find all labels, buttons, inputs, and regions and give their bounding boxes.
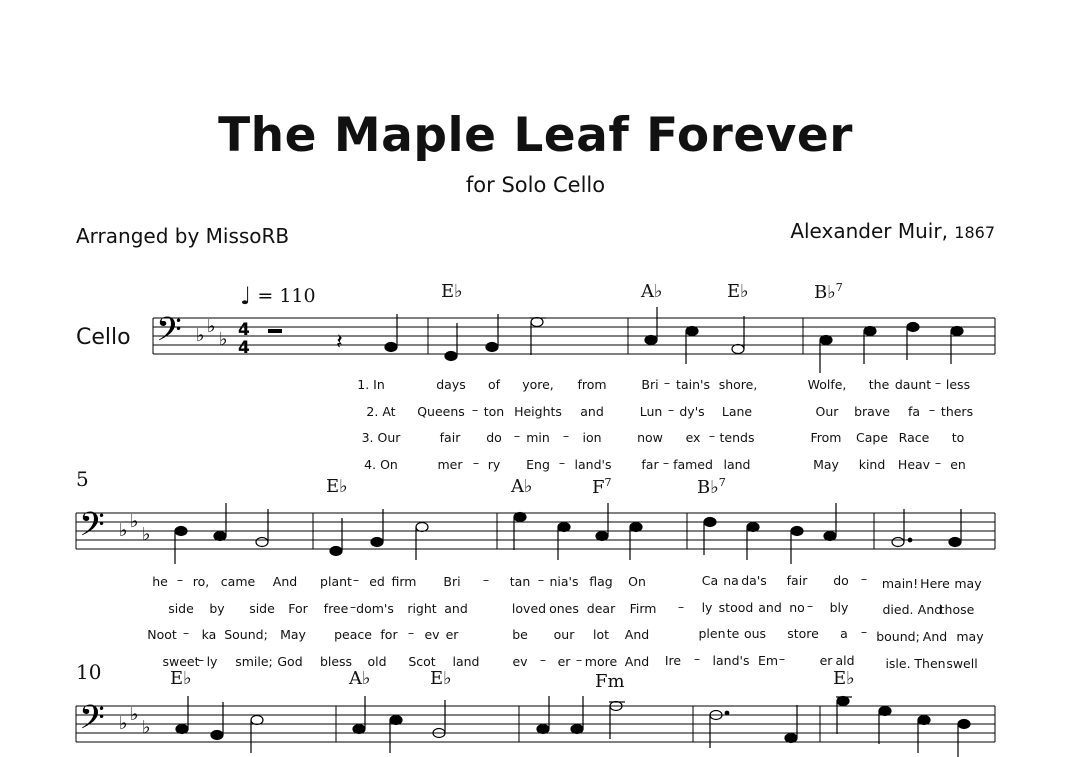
lyric-syllable: a bbox=[840, 626, 848, 641]
time-signature-top: 4 bbox=[238, 320, 250, 340]
lyric-syllable: na bbox=[723, 573, 739, 588]
lyric-syllable: Eng bbox=[526, 457, 550, 472]
lyric-syllable: smile; bbox=[235, 654, 273, 669]
lyric-syllable: plen bbox=[698, 626, 726, 641]
chord-root: F bbox=[592, 477, 605, 498]
lyric-syllable: free bbox=[323, 601, 349, 616]
lyric-hyphen: – bbox=[539, 652, 547, 667]
lyric-syllable: ro, bbox=[192, 574, 210, 589]
lyric-syllable: land bbox=[452, 654, 480, 669]
lyric-hyphen: – bbox=[182, 625, 190, 640]
lyric-syllable: by bbox=[209, 601, 225, 616]
chord-symbol: E♭ bbox=[170, 668, 192, 689]
lyric-syllable: dom's bbox=[356, 601, 394, 616]
lyric-syllable: ald bbox=[835, 653, 855, 668]
lyric-hyphen: – bbox=[176, 572, 184, 587]
lyric-syllable: the bbox=[868, 377, 890, 392]
lyric-syllable: brave bbox=[854, 404, 890, 419]
lyric-syllable: 4. On bbox=[364, 457, 398, 472]
lyric-syllable: bly bbox=[829, 600, 849, 615]
lyric-syllable: ka bbox=[201, 627, 217, 642]
lyric-syllable: Then bbox=[914, 656, 946, 671]
flat-icon: ♭ bbox=[207, 316, 216, 337]
lyric-hyphen: – bbox=[562, 428, 570, 443]
time-signature-bottom: 4 bbox=[238, 338, 250, 358]
lyric-syllable: 1. In bbox=[357, 377, 385, 392]
lyric-syllable: do bbox=[833, 573, 849, 588]
lyric-hyphen: – bbox=[662, 455, 670, 470]
instrument-label: Cello bbox=[76, 325, 131, 350]
piece-title: The Maple Leaf Forever bbox=[218, 108, 853, 163]
chord-symbol: A♭ bbox=[511, 476, 533, 497]
lyric-hyphen: – bbox=[693, 651, 701, 666]
lyric-syllable: more bbox=[584, 654, 618, 669]
lyric-syllable: those bbox=[939, 602, 975, 617]
lyric-hyphen: – bbox=[663, 375, 671, 390]
lyric-hyphen: – bbox=[352, 572, 360, 587]
lyric-syllable: may bbox=[956, 629, 984, 644]
lyric-syllable: Ca bbox=[701, 573, 719, 588]
lyric-syllable: less bbox=[945, 377, 971, 392]
lyric-hyphen: – bbox=[558, 455, 566, 470]
lyric-syllable: bless bbox=[319, 654, 353, 669]
lyric-hyphen: – bbox=[860, 624, 868, 639]
lyric-syllable: to bbox=[951, 430, 965, 445]
lyric-syllable: yore, bbox=[522, 377, 554, 392]
lyric-hyphen: – bbox=[407, 625, 415, 640]
chord-extension: 7 bbox=[604, 476, 612, 489]
lyric-syllable: tain's bbox=[676, 377, 710, 392]
lyric-syllable: firm bbox=[391, 574, 417, 589]
lyric-syllable: no bbox=[789, 600, 805, 615]
flat-icon: ♭ bbox=[119, 520, 128, 541]
bass-clef-icon: 𝄢 bbox=[79, 506, 105, 552]
lyric-syllable: On bbox=[628, 574, 646, 589]
lyric-syllable: store bbox=[787, 626, 819, 641]
lyric-hyphen: – bbox=[471, 402, 479, 417]
chord-symbol: Fm bbox=[595, 671, 625, 692]
lyric-hyphen: – bbox=[677, 599, 685, 614]
lyric-hyphen: – bbox=[667, 402, 675, 417]
lyric-syllable: ev bbox=[424, 627, 440, 642]
lyric-hyphen: – bbox=[349, 599, 357, 614]
lyric-syllable: And bbox=[624, 654, 650, 669]
lyric-syllable: And bbox=[272, 574, 298, 589]
flat-icon: ♭ bbox=[196, 325, 205, 346]
lyric-syllable: ion bbox=[582, 430, 602, 445]
arranger-credit: Arranged by MissoRB bbox=[76, 224, 290, 248]
lyric-syllable: mer bbox=[437, 457, 463, 472]
lyric-hyphen: – bbox=[575, 652, 583, 667]
lyric-syllable: Cape bbox=[855, 430, 889, 445]
lyric-syllable: main! bbox=[881, 576, 919, 591]
lyric-syllable: stood bbox=[718, 600, 754, 615]
lyric-syllable: lot bbox=[592, 627, 610, 642]
lyric-hyphen: – bbox=[928, 402, 936, 417]
lyric-syllable: Bri bbox=[443, 574, 461, 589]
lyric-syllable: he bbox=[152, 574, 168, 589]
lyric-syllable: our bbox=[553, 627, 575, 642]
lyric-syllable: er bbox=[445, 627, 459, 642]
flat-icon: ♭ bbox=[142, 717, 151, 738]
flat-icon: ♭ bbox=[142, 524, 151, 545]
lyric-syllable: ry bbox=[487, 457, 501, 472]
lyric-syllable: kind bbox=[858, 457, 886, 472]
lyric-syllable: Heights bbox=[514, 404, 562, 419]
lyric-syllable: er bbox=[557, 654, 571, 669]
lyric-syllable: for bbox=[380, 627, 398, 642]
lyric-syllable: ton bbox=[483, 404, 505, 419]
lyric-syllable: And bbox=[917, 602, 943, 617]
lyric-syllable: ones bbox=[549, 601, 579, 616]
lyric-syllable: ex bbox=[685, 430, 701, 445]
lyric-syllable: and bbox=[444, 601, 468, 616]
lyric-syllable: died. bbox=[882, 602, 914, 617]
chord-root: B♭ bbox=[814, 282, 836, 303]
lyric-syllable: te bbox=[726, 626, 740, 641]
lyric-syllable: of bbox=[487, 377, 501, 392]
lyric-syllable: Heav bbox=[897, 457, 931, 472]
lyric-syllable: dy's bbox=[679, 404, 705, 419]
lyric-syllable: be bbox=[512, 627, 528, 642]
flat-icon: ♭ bbox=[219, 329, 228, 350]
lyric-syllable: right bbox=[407, 601, 437, 616]
lyric-syllable: bound; bbox=[876, 629, 920, 644]
lyric-syllable: 3. Our bbox=[361, 430, 401, 445]
lyric-syllable: sweet bbox=[162, 654, 200, 669]
lyric-hyphen: – bbox=[860, 571, 868, 586]
chord-symbol: E♭ bbox=[833, 668, 855, 689]
lyric-syllable: er bbox=[819, 653, 833, 668]
flat-icon: ♭ bbox=[119, 713, 128, 734]
lyric-syllable: flag bbox=[589, 574, 613, 589]
lyric-syllable: For bbox=[288, 601, 308, 616]
chord-symbol: E♭ bbox=[727, 281, 749, 302]
lyric-syllable: may bbox=[954, 576, 982, 591]
lyric-syllable: May bbox=[813, 457, 839, 472]
composer-name: Alexander Muir, bbox=[790, 219, 948, 243]
lyric-syllable: min bbox=[526, 430, 550, 445]
lyric-syllable: And bbox=[922, 629, 948, 644]
lyric-syllable: side bbox=[249, 601, 275, 616]
lyric-syllable: tends bbox=[719, 430, 755, 445]
lyric-syllable: fair bbox=[439, 430, 461, 445]
lyric-hyphen: – bbox=[934, 375, 942, 390]
chord-symbol: E♭ bbox=[441, 281, 463, 302]
lyric-syllable: God bbox=[277, 654, 303, 669]
lyric-syllable: ly bbox=[701, 600, 713, 615]
lyric-syllable: Lun bbox=[639, 404, 663, 419]
lyric-syllable: Wolfe, bbox=[807, 377, 847, 392]
lyric-syllable: and bbox=[758, 600, 782, 615]
lyric-hyphen: – bbox=[778, 651, 786, 666]
lyric-syllable: Ire bbox=[664, 653, 682, 668]
half-rest-icon bbox=[268, 329, 282, 333]
lyric-syllable: Here bbox=[920, 576, 950, 591]
lyric-syllable: And bbox=[624, 627, 650, 642]
lyric-syllable: plant bbox=[320, 574, 352, 589]
lyric-syllable: loved bbox=[511, 601, 547, 616]
lyric-syllable: from bbox=[577, 377, 607, 392]
lyric-hyphen: – bbox=[513, 428, 521, 443]
lyric-syllable: Sound; bbox=[224, 627, 268, 642]
lyric-syllable: now bbox=[637, 430, 663, 445]
lyric-hyphen: – bbox=[537, 572, 545, 587]
lyric-syllable: famed bbox=[673, 457, 713, 472]
lyric-syllable: fair bbox=[786, 573, 808, 588]
tempo-text: = 110 bbox=[257, 285, 316, 307]
lyric-syllable: en bbox=[950, 457, 966, 472]
lyric-syllable: side bbox=[168, 601, 194, 616]
flat-icon: ♭ bbox=[130, 704, 139, 725]
staff-system-2 bbox=[76, 513, 995, 549]
lyric-syllable: ous bbox=[743, 626, 767, 641]
lyric-hyphen: – bbox=[197, 652, 205, 667]
lyric-syllable: Firm bbox=[629, 601, 657, 616]
lyric-syllable: ev bbox=[512, 654, 528, 669]
lyric-syllable: tan bbox=[509, 574, 531, 589]
lyric-hyphen: – bbox=[806, 598, 814, 613]
lyric-syllable: land bbox=[723, 457, 751, 472]
lyric-syllable: Em bbox=[757, 653, 779, 668]
bass-clef-icon: 𝄢 bbox=[79, 699, 105, 745]
lyric-syllable: peace bbox=[334, 627, 372, 642]
lyric-syllable: daunt bbox=[894, 377, 932, 392]
chord-symbol: E♭ bbox=[326, 476, 348, 497]
lyric-syllable: 2. At bbox=[366, 404, 396, 419]
measure-number: 5 bbox=[76, 467, 89, 491]
lyric-syllable: swell bbox=[946, 656, 978, 671]
lyric-syllable: thers bbox=[940, 404, 974, 419]
lyric-hyphen: – bbox=[482, 572, 490, 587]
lyric-syllable: May bbox=[280, 627, 306, 642]
lyric-syllable: Queens bbox=[417, 404, 465, 419]
lyric-syllable: isle. bbox=[885, 656, 911, 671]
chord-symbol: A♭ bbox=[641, 281, 663, 302]
lyric-syllable: old bbox=[367, 654, 387, 669]
lyric-syllable: came bbox=[220, 574, 256, 589]
flat-icon: ♭ bbox=[130, 511, 139, 532]
lyric-syllable: ly bbox=[206, 654, 218, 669]
chord-symbol: A♭ bbox=[349, 668, 371, 689]
bass-clef-icon: 𝄢 bbox=[156, 311, 182, 357]
lyric-syllable: fa bbox=[907, 404, 921, 419]
lyric-syllable: ed bbox=[369, 574, 385, 589]
lyric-syllable: far bbox=[641, 457, 659, 472]
lyric-hyphen: – bbox=[472, 455, 480, 470]
lyric-syllable: land's bbox=[712, 653, 750, 668]
composer-year: 1867 bbox=[954, 223, 995, 242]
chord-root: B♭ bbox=[697, 477, 719, 498]
lyric-syllable: land's bbox=[574, 457, 612, 472]
lyric-syllable: Scot bbox=[408, 654, 436, 669]
chord-extension: 7 bbox=[835, 281, 843, 294]
lyric-syllable: da's bbox=[741, 573, 767, 588]
lyric-syllable: Bri bbox=[641, 377, 659, 392]
chord-extension: 7 bbox=[718, 476, 726, 489]
lyric-syllable: dear bbox=[586, 601, 616, 616]
lyric-syllable: days bbox=[436, 377, 466, 392]
piece-subtitle: for Solo Cello bbox=[465, 173, 606, 197]
quarter-note-icon: ♩ bbox=[240, 282, 252, 310]
lyric-syllable: Our bbox=[815, 404, 839, 419]
lyric-syllable: Race bbox=[898, 430, 930, 445]
lyric-hyphen: – bbox=[934, 455, 942, 470]
lyric-syllable: do bbox=[486, 430, 502, 445]
measure-number: 10 bbox=[76, 660, 102, 684]
lyric-syllable: and bbox=[580, 404, 604, 419]
lyric-syllable: From bbox=[810, 430, 842, 445]
lyric-syllable: Lane bbox=[721, 404, 753, 419]
lyric-syllable: shore, bbox=[718, 377, 758, 392]
lyric-syllable: Noot bbox=[147, 627, 177, 642]
lyric-syllable: nia's bbox=[549, 574, 579, 589]
chord-symbol: E♭ bbox=[430, 668, 452, 689]
lyric-hyphen: – bbox=[708, 428, 716, 443]
quarter-rest-icon: 𝄽 bbox=[336, 330, 343, 355]
